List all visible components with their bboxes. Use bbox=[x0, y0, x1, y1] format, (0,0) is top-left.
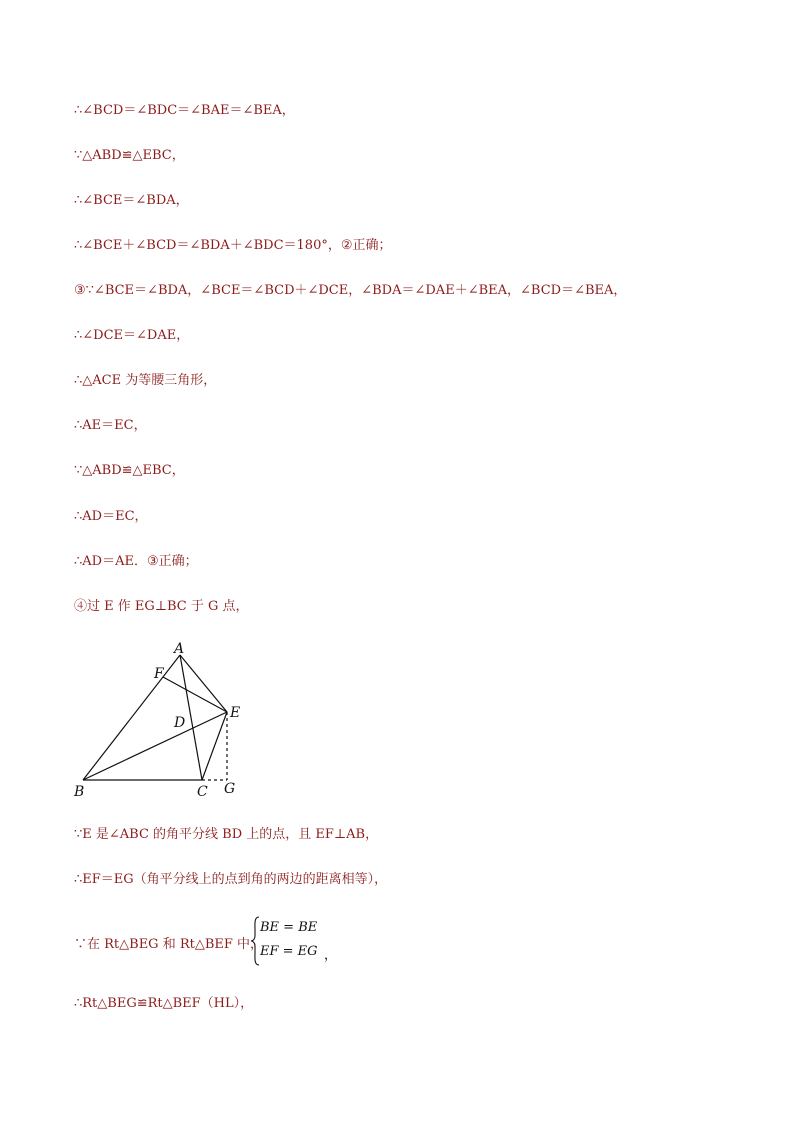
segment-fe bbox=[163, 677, 227, 712]
proof-line-16: ∴Rt△BEG≌Rt△BEF（HL）， bbox=[74, 996, 254, 1011]
proof-line-4: ∴∠BCE＋∠BCD＝∠BDA＋∠BDC＝180°，②正确； bbox=[74, 238, 392, 253]
label-b: B bbox=[74, 784, 85, 800]
proof-line-7: ∴△ACE 为等腰三角形， bbox=[74, 373, 217, 388]
proof-line-9: ∵△ABD≌△EBC， bbox=[74, 463, 185, 478]
proof-line-12: ④过 E 作 EG⊥BC 于 G 点， bbox=[74, 599, 249, 614]
label-e: E bbox=[230, 705, 241, 721]
proof-line-8: ∴AE＝EC， bbox=[74, 418, 147, 433]
proof-line-2: ∵△ABD≌△EBC， bbox=[74, 148, 185, 163]
proof-line-10: ∴AD＝EC， bbox=[74, 509, 148, 524]
proof-line-5: ③∵∠BCE＝∠BDA，∠BCE＝∠BCD＋∠DCE，∠BDA＝∠DAE＋∠BEA，∠BCD＝∠BEA， bbox=[74, 283, 627, 298]
system-prefix: ∵在 Rt△BEG 和 Rt△BEF 中， bbox=[74, 937, 264, 952]
proof-line-3: ∴∠BCE＝∠BDA， bbox=[74, 193, 189, 208]
system-equation-1: BE = BE bbox=[260, 920, 318, 935]
system-equation-2: EF = EG bbox=[260, 944, 318, 959]
label-g: G bbox=[224, 781, 236, 797]
proof-line-11: ∴AD＝AE．③正确； bbox=[74, 554, 198, 569]
proof-line-14: ∴EF＝EG（角平分线上的点到角的两边的距离相等）， bbox=[74, 872, 388, 887]
label-d: D bbox=[174, 715, 186, 731]
system-suffix: ， bbox=[324, 948, 338, 963]
segment-ab bbox=[83, 655, 180, 780]
label-a: A bbox=[174, 641, 185, 657]
geometry-figure bbox=[70, 640, 260, 805]
proof-line-13: ∵E 是∠ABC 的角平分线 BD 上的点，且 EF⊥AB， bbox=[74, 827, 379, 842]
equation-system bbox=[74, 914, 374, 970]
label-c: C bbox=[197, 784, 208, 800]
proof-line-1: ∴∠BCD＝∠BDC＝∠BAE＝∠BEA， bbox=[74, 103, 295, 118]
segment-ae bbox=[180, 655, 227, 712]
left-brace-icon bbox=[250, 916, 260, 966]
proof-line-6: ∴∠DCE＝∠DAE， bbox=[74, 328, 190, 343]
label-f: F bbox=[154, 666, 164, 682]
